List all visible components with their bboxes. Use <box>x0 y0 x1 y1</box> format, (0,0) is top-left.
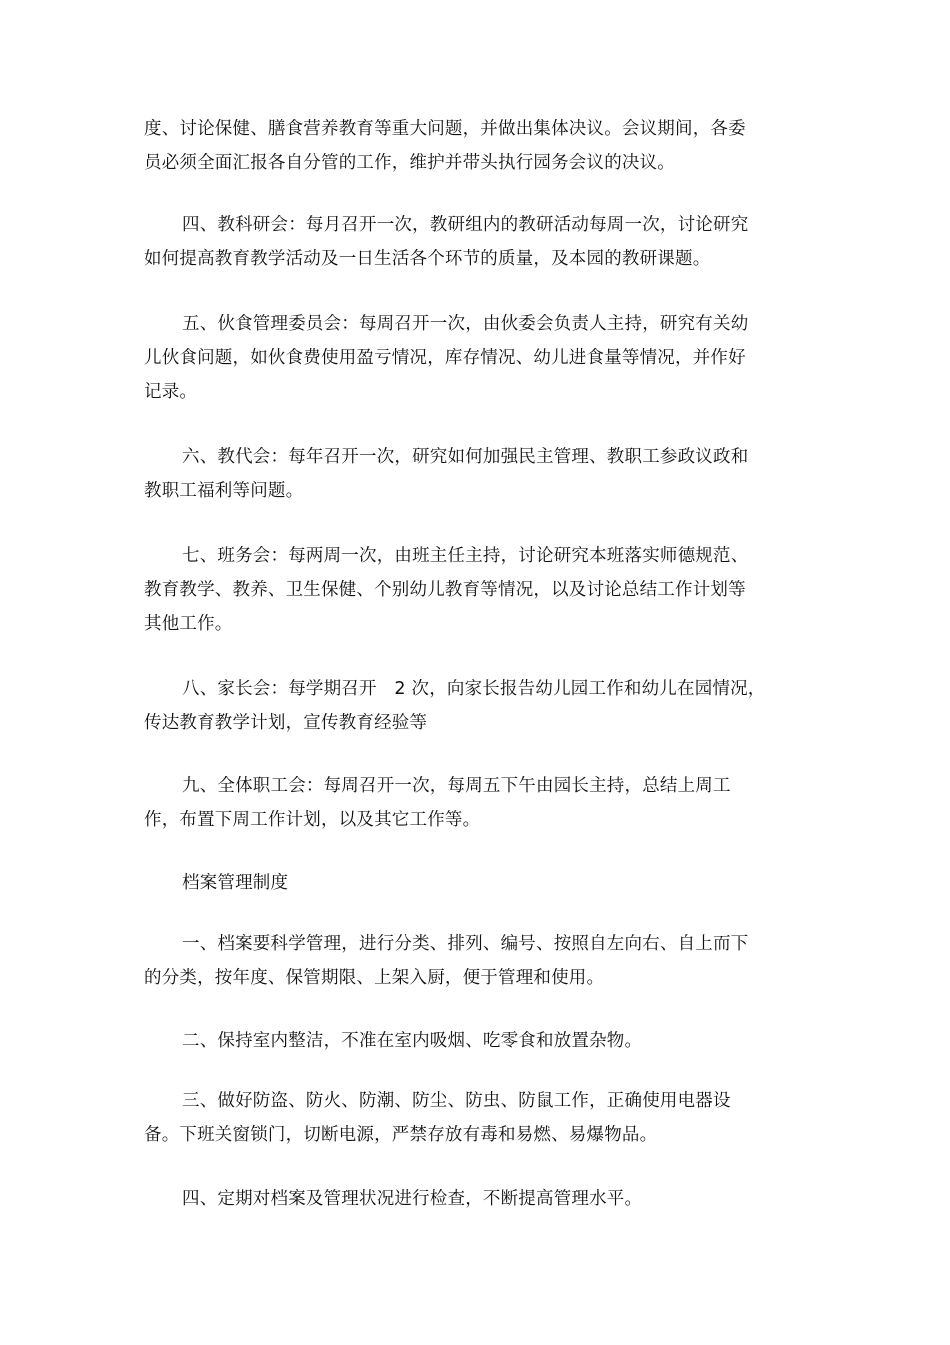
paragraph-class-meeting <box>144 539 784 641</box>
text-line: 作，布置下周工作计划，以及其它工作等。 <box>144 810 481 830</box>
paragraph-meeting-decisions <box>144 112 784 180</box>
paragraph-inspection <box>144 1182 784 1216</box>
text-line: 其他工作。 <box>144 614 233 634</box>
text-line: 备。下班关窗锁门，切断电源，严禁存放有毒和易燃、易爆物品。 <box>144 1125 658 1145</box>
text-line: 四、定期对档案及管理状况进行检查，不断提高管理水平。 <box>182 1189 643 1209</box>
text-line: 六、教代会：每年召开一次，研究如何加强民主管理、教职工参政议政和 <box>182 447 749 467</box>
text-line: 记录。 <box>144 382 198 402</box>
paragraph-parent-meeting <box>144 672 784 740</box>
paragraph-food-committee <box>144 307 784 409</box>
text-line: 七、班务会：每两周一次，由班主任主持，讨论研究本班落实师德规范、 <box>182 546 749 566</box>
text-line: 四、教科研会：每月召开一次，教研组内的教研活动每周一次，讨论研究 <box>182 215 749 235</box>
text-line: 教职工福利等问题。 <box>144 481 304 501</box>
paragraph-teaching-research <box>144 208 784 276</box>
text-line: 员必须全面汇报各自分管的工作，维护并带头执行园务会议的决议。 <box>144 153 675 173</box>
text-line: 三、做好防盗、防火、防潮、防尘、防虫、防鼠工作，正确使用电器设 <box>182 1091 731 1111</box>
text-line: 八、家长会：每学期召开 2 次，向家长报告幼儿园工作和幼儿在园情况， <box>182 679 766 699</box>
paragraph-room-cleanliness <box>144 1024 784 1058</box>
text-line: 一、档案要科学管理，进行分类、排列、编号、按照自左向右、自上而下 <box>182 934 749 954</box>
text-line: 五、伙食管理委员会：每周召开一次，由伙委会负责人主持，研究有关幼 <box>182 314 749 334</box>
text-line: 二、保持室内整洁，不准在室内吸烟、吃零食和放置杂物。 <box>182 1031 643 1051</box>
paragraph-archive-classification <box>144 927 784 995</box>
section-title: 档案管理制度 <box>182 873 289 893</box>
text-line: 儿伙食问题，如伙食费使用盈亏情况，库存情况、幼儿进食量等情况，并作好 <box>144 348 746 368</box>
text-line: 的分类，按年度、保管期限、上架入厨，便于管理和使用。 <box>144 968 605 988</box>
paragraph-safety <box>144 1084 784 1152</box>
paragraph-staff-congress <box>144 440 784 508</box>
text-line: 如何提高教育教学活动及一日生活各个环节的质量，及本园的教研课题。 <box>144 249 711 269</box>
paragraph-all-staff-meeting <box>144 769 784 837</box>
text-line: 教育教学、教养、卫生保健、个别幼儿教育等情况，以及讨论总结工作计划等 <box>144 580 746 600</box>
text-line: 九、全体职工会：每周召开一次，每周五下午由园长主持，总结上周工 <box>182 776 731 796</box>
section-heading <box>144 866 784 900</box>
text-line: 传达教育教学计划，宣传教育经验等 <box>144 713 428 733</box>
text-line: 度、讨论保健、膳食营养教育等重大问题，并做出集体决议。会议期间，各委 <box>144 119 746 139</box>
